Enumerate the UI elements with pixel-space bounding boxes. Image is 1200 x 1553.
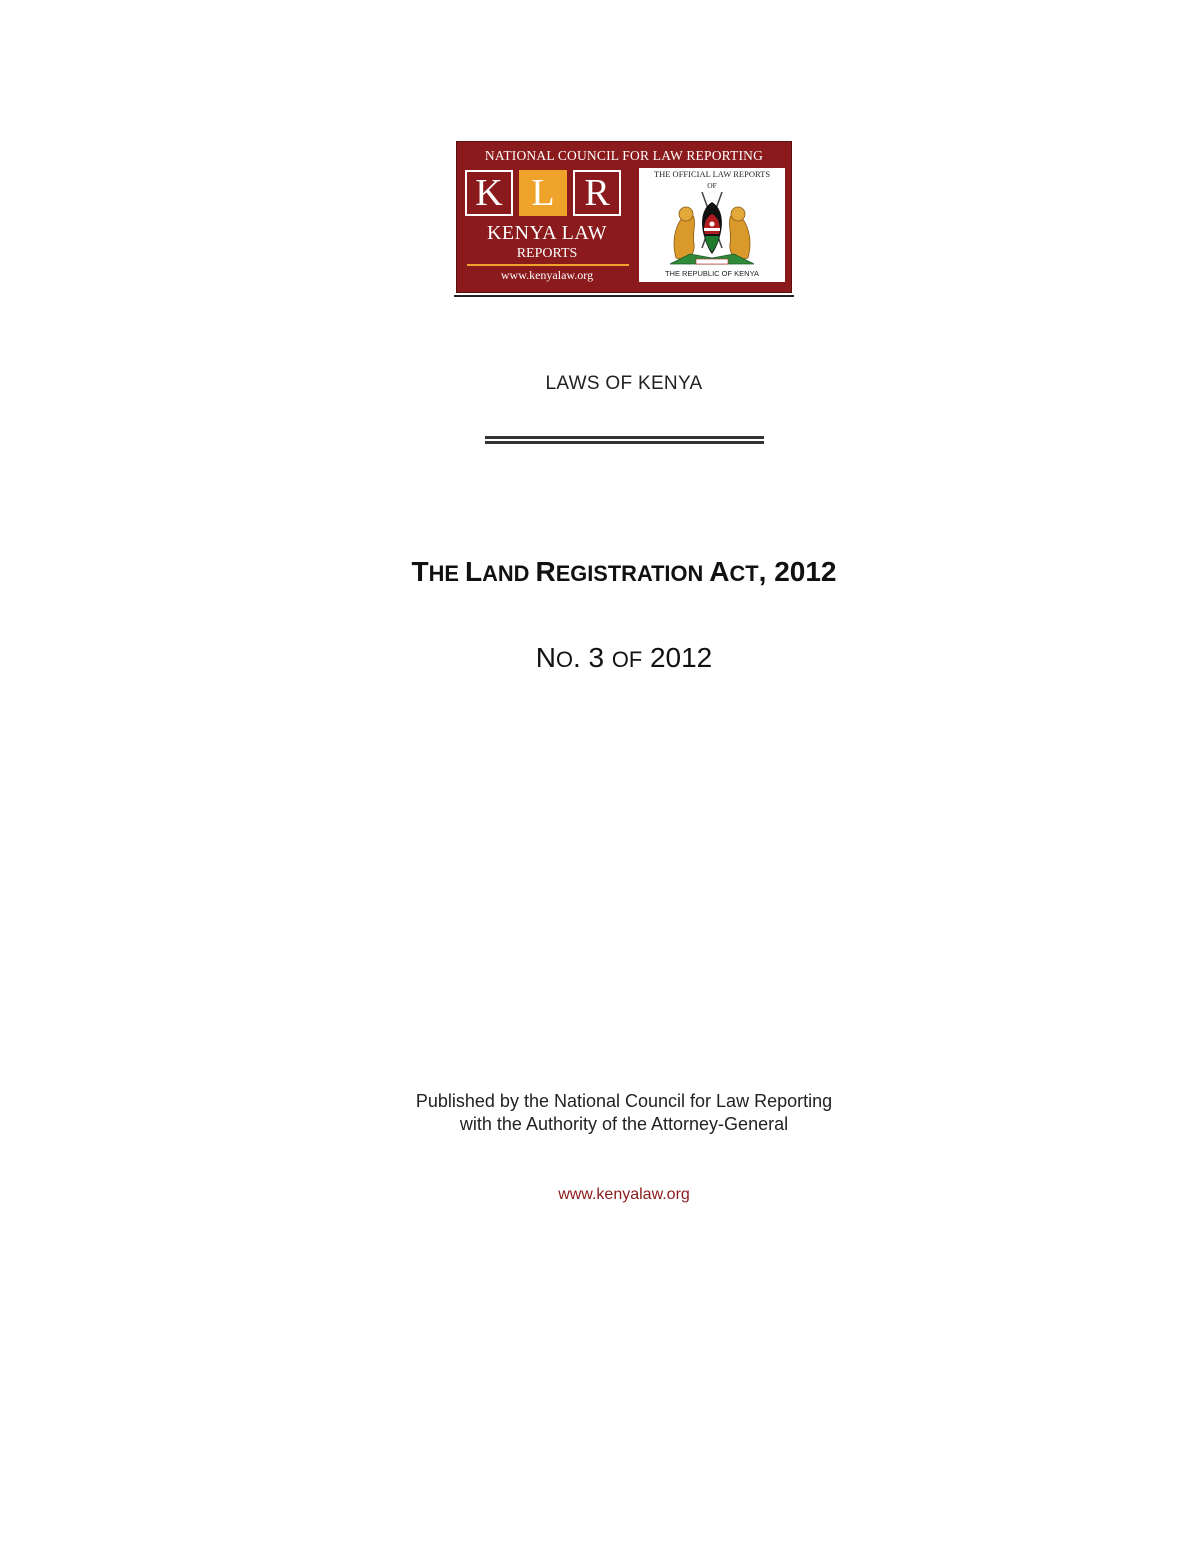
publisher-line-1: Published by the National Council for Law Reporting bbox=[415, 1091, 833, 1111]
act-number-part: OF bbox=[611, 647, 643, 672]
official-reports-label: THE OFFICIAL LAW REPORTS bbox=[653, 169, 771, 179]
act-title-part: R bbox=[535, 556, 556, 587]
republic-label: THE REPUBLIC OF KENYA bbox=[664, 269, 760, 278]
kenya-law-label: KENYA LAW bbox=[486, 222, 608, 244]
double-rule-divider bbox=[485, 436, 764, 446]
klr-logo bbox=[454, 140, 794, 300]
act-title bbox=[0, 556, 1200, 588]
klr-letters bbox=[465, 170, 629, 216]
publisher-statement bbox=[0, 1090, 1200, 1136]
letter-k: K bbox=[465, 170, 513, 216]
act-number-part: . 3 bbox=[572, 642, 612, 673]
act-title-part: CT bbox=[729, 561, 759, 586]
council-name: NATIONAL COUNCIL FOR LAW REPORTING bbox=[484, 148, 764, 163]
rule-line-bottom bbox=[485, 441, 764, 444]
act-title-part: EGISTRATION bbox=[555, 561, 710, 586]
letter-r: R bbox=[573, 170, 621, 216]
act-number-part: N bbox=[535, 642, 556, 673]
act-title-part: , 2012 bbox=[758, 556, 837, 587]
coat-of-arms-panel bbox=[639, 168, 785, 282]
act-number bbox=[0, 642, 1200, 674]
act-title-part: A bbox=[709, 556, 730, 587]
act-number-part: 2012 bbox=[642, 642, 713, 673]
logo-panel bbox=[456, 141, 792, 293]
laws-of-kenya-heading: LAWS OF KENYA bbox=[545, 373, 703, 394]
of-label: OF bbox=[707, 181, 717, 190]
publisher-line-2: with the Authority of the Attorney-General bbox=[459, 1114, 789, 1134]
rule-line-top bbox=[485, 436, 764, 439]
reports-label: REPORTS bbox=[516, 246, 578, 261]
act-title-part: T bbox=[411, 556, 429, 587]
act-title-part: L bbox=[464, 556, 483, 587]
orange-divider bbox=[467, 264, 629, 266]
coat-of-arms-icon bbox=[662, 188, 762, 268]
act-number-part: O bbox=[555, 647, 573, 672]
act-title-part: HE bbox=[428, 561, 465, 586]
logo-url: www.kenyalaw.org bbox=[500, 268, 594, 282]
act-title-part: AND bbox=[482, 561, 536, 586]
letter-l: L bbox=[519, 170, 567, 216]
website-link[interactable]: www.kenyalaw.org bbox=[558, 1186, 690, 1203]
logo-underline bbox=[454, 295, 794, 297]
